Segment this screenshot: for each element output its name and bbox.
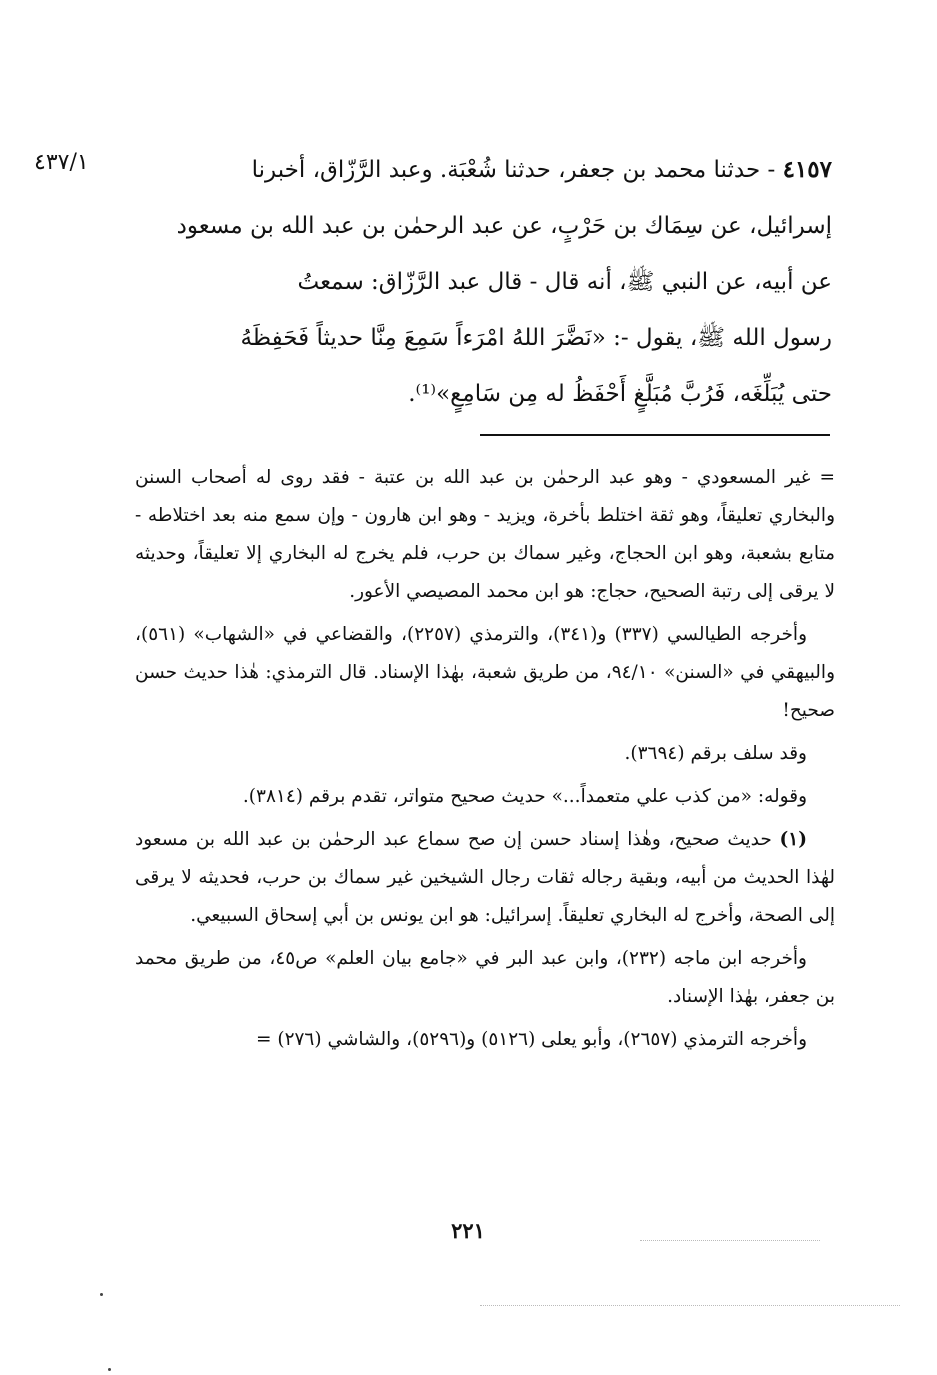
page-number: ٢٢١ bbox=[451, 1218, 485, 1243]
scan-artifact bbox=[480, 1305, 900, 1306]
footnote-paragraph: وقد سلف برقم (٣٦٩٤). bbox=[624, 743, 807, 764]
footnote-paragraph: وأخرجه الترمذي (٢٦٥٧)، وأبو يعلى (٥١٢٦) و(٥٢٩٦)، والشاشي (٢٧٦) = bbox=[255, 1029, 807, 1050]
footnote-marker: (١) bbox=[779, 829, 807, 850]
hadith-line: حتى يُبَلِّغَه، فَرُبَّ مُبَلَّغٍ أَحْفَظُ له مِن سَامِعٍ»⁽¹⁾. bbox=[408, 381, 832, 407]
hadith-line: عن أبيه، عن النبي ﷺ، أنه قال - قال عبد الرَّزّاق: سمعتُ bbox=[297, 269, 832, 295]
footnotes-block bbox=[135, 459, 835, 1064]
scan-speck bbox=[100, 1293, 103, 1296]
hadith-number: ٤١٥٧ bbox=[782, 156, 832, 183]
footnote-paragraph: وأخرجه الطيالسي (٣٣٧) و(٣٤١)، والترمذي (٢٢٥٧)، والقضاعي في «الشهاب» (٥٦١)، والبيهقي في «السنن» ٩٤/١٠، من طريق شعبة، بهٰذا الإسناد. قال الترمذي: هٰذا حديث حسن صحيح! bbox=[135, 624, 835, 721]
hadith-line: إسرائيل، عن سِمَاك بن حَرْبٍ، عن عبد الرحمٰن بن عبد الله بن مسعود bbox=[176, 213, 832, 239]
hadith-line-text: - حدثنا محمد بن جعفر، حدثنا شُعْبَة. وعبد الرَّزّاق، أخبرنا bbox=[251, 157, 776, 183]
footnote-1-text: حديث صحيح، وهٰذا إسناد حسن إن صح سماع عبد الرحمٰن بن عبد الله بن مسعود لهٰذا الحديث من أبيه، وبقية رجاله ثقات رجال الشيخين غير سماك بن حرب، فحديثه لا يرقى إلى الصحة، وأخرج له البخاري تعليقاً. إسرائيل: هو ابن يونس بن أبي إسحاق السبيعي. bbox=[135, 829, 835, 926]
footnote-1 bbox=[135, 821, 835, 935]
footnote-divider bbox=[480, 434, 830, 436]
footnote-paragraph: وقوله: «من كذب علي متعمداً...» حديث صحيح متواتر، تقدم برقم (٣٨١٤). bbox=[242, 786, 807, 807]
scan-speck bbox=[108, 1368, 111, 1371]
margin-volume-page-ref: ٤٣٧/١ bbox=[34, 150, 89, 175]
hadith-line bbox=[132, 142, 832, 198]
hadith-line: رسول الله ﷺ، يقول -: «نَضَّرَ اللهُ امْرَءاً سَمِعَ مِنَّا حديثاً فَحَفِظَهُ bbox=[240, 325, 832, 351]
scan-artifact bbox=[640, 1240, 820, 1241]
footnote-paragraph: = غير المسعودي - وهو عبد الرحمٰن بن عبد الله بن عتبة - فقد روى له أصحاب السنن والبخاري تعليقاً، وهو ثقة اختلط بأخرة، ويزيد - وهو ابن هارون - وإن سمع منه بعد اختلاطه - متابع بشعبة، وهو ابن الحجاج، وغير سماك بن حرب، فلم يخرج له البخاري إلا تعليقاً، وحديثه لا يرقى إلى رتبة الصحيح، حجاج: هو ابن محمد المصيصي الأعور. bbox=[135, 467, 835, 602]
footnote-paragraph: وأخرجه ابن ماجه (٢٣٢)، وابن عبد البر في «جامع بيان العلم» ص٤٥، من طريق محمد بن جعفر، بهٰذا الإسناد. bbox=[135, 948, 835, 1007]
hadith-text-block bbox=[132, 142, 832, 422]
